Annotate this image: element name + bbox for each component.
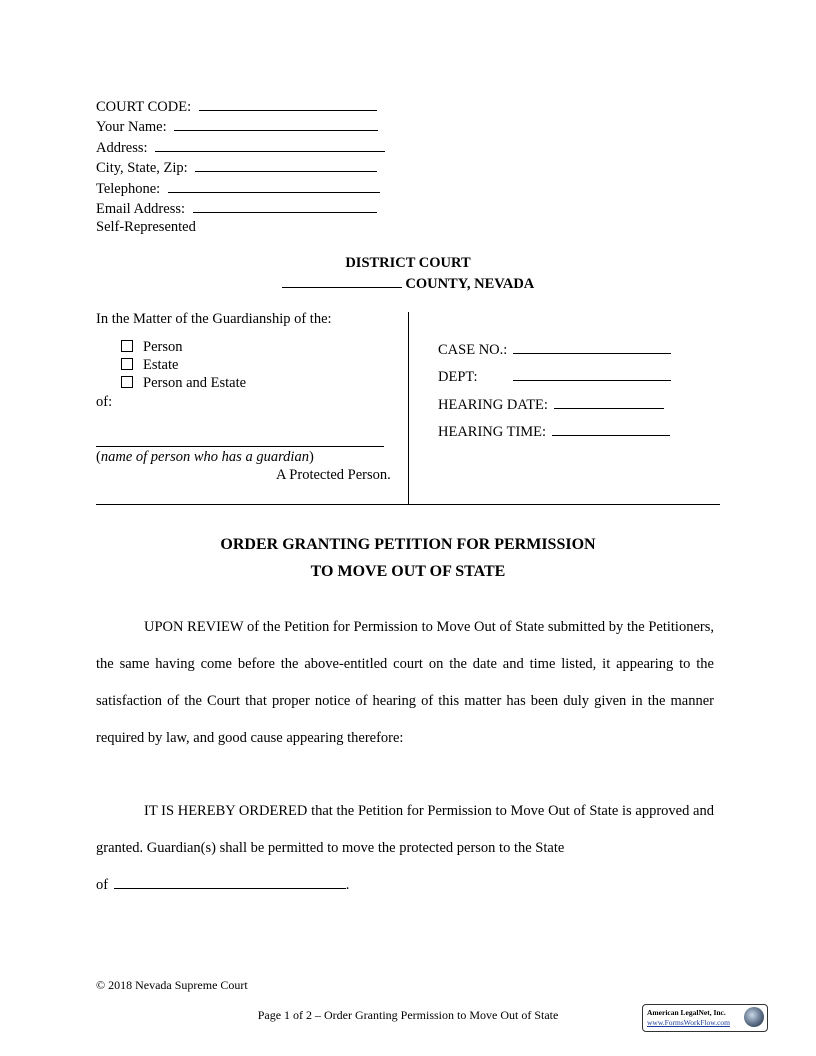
self-represented-label: Self-Represented [96, 219, 196, 236]
order-title [0, 531, 816, 585]
case-no-row [438, 339, 671, 359]
court-code-row [96, 96, 385, 116]
court-code-field-a[interactable] [199, 96, 281, 111]
address-row [96, 137, 385, 157]
city-state-zip-label: City, State, Zip: [96, 160, 188, 177]
checkbox-person[interactable] [121, 340, 133, 352]
american-legalnet-logo[interactable] [642, 1004, 768, 1032]
hearing-date-field[interactable] [554, 394, 664, 409]
order-title-line-1: ORDER GRANTING PETITION FOR PERMISSION [220, 536, 596, 553]
county-line [0, 273, 816, 293]
review-paragraph [96, 609, 714, 757]
city-state-zip-field[interactable] [195, 157, 377, 172]
address-field[interactable] [155, 137, 385, 152]
of-label: of: [96, 394, 113, 410]
of-state-label: of [96, 877, 109, 893]
case-no-label: CASE NO.: [438, 342, 508, 358]
checkbox-estate[interactable] [121, 358, 133, 370]
telephone-field[interactable] [168, 178, 380, 193]
order-paragraph-text: IT IS HEREBY ORDERED that the Petition for Permission to Move Out of State is approved and granted. Guardian(s) shall be permitted to move the protected person to the State [96, 803, 714, 856]
email-label: Email Address: [96, 201, 186, 218]
hearing-time-field[interactable] [552, 421, 670, 436]
option-estate[interactable] [121, 356, 246, 374]
logo-website-link[interactable]: www.FormsWorkFlow.com [647, 1018, 731, 1027]
caption-divider-horizontal [96, 504, 720, 505]
dept-label: DEPT: [438, 369, 478, 385]
city-state-zip-row [96, 157, 385, 177]
option-person-and-estate[interactable] [121, 374, 246, 392]
protected-person-name-field[interactable] [96, 446, 384, 447]
dept-field[interactable] [513, 366, 671, 381]
option-person-label: Person [143, 339, 183, 355]
copyright-notice: © 2018 Nevada Supreme Court [96, 978, 248, 992]
case-no-field[interactable] [513, 339, 671, 354]
email-field[interactable] [193, 198, 377, 213]
option-estate-label: Estate [143, 357, 179, 374]
county-nevada-label: COUNTY, NEVADA [405, 276, 535, 292]
hint-text: name of person who has a guardian [100, 449, 309, 465]
review-paragraph-text: UPON REVIEW of the Petition for Permission to Move Out of State submitted by the Petitioners, the same having come before the above-entitled court on the date and time listed, it appearing to the satisfaction of the Court that proper notice of hearing of this matter has been duly given in the manner required by law, and good cause appearing therefore: [96, 619, 714, 746]
county-field[interactable] [282, 273, 402, 288]
email-row [96, 198, 385, 218]
globe-icon [744, 1007, 764, 1027]
protected-person-hint [96, 449, 314, 466]
hint-paren-close: ) [308, 449, 314, 465]
your-name-label: Your Name: [96, 119, 167, 136]
court-code-label: COURT CODE: [96, 99, 192, 115]
your-name-field[interactable] [174, 116, 378, 131]
state-line-period: . [345, 877, 350, 893]
hearing-time-label: HEARING TIME: [438, 424, 547, 440]
logo-company-name: American LegalNet, Inc. [647, 1008, 726, 1017]
court-name: DISTRICT COURT [345, 255, 471, 271]
order-paragraph [96, 793, 714, 904]
order-title-line-2: TO MOVE OUT OF STATE [310, 563, 506, 580]
hearing-date-label: HEARING DATE: [438, 397, 548, 413]
your-name-row [96, 116, 385, 136]
caption-divider-vertical [408, 312, 409, 504]
destination-state-field[interactable] [114, 874, 346, 889]
checkbox-person-and-estate[interactable] [121, 376, 133, 388]
telephone-label: Telephone: [96, 180, 161, 197]
state-line [96, 867, 714, 904]
option-person-and-estate-label: Person and Estate [143, 375, 247, 392]
hearing-date-row [438, 394, 664, 414]
filer-info-block [96, 96, 385, 237]
address-label: Address: [96, 139, 148, 156]
dept-row [438, 366, 671, 386]
hint-paren-open: ( [96, 449, 101, 465]
matter-label: In the Matter of the Guardianship of the: [96, 311, 332, 327]
protected-person-label: A Protected Person. [276, 467, 391, 483]
telephone-row [96, 178, 385, 198]
option-person[interactable] [121, 338, 246, 356]
guardianship-type-options [121, 338, 246, 393]
hearing-time-row [438, 421, 670, 441]
page-footer: Page 1 of 2 – Order Granting Permission to Move Out of State [257, 1008, 559, 1022]
court-code-field-b[interactable] [281, 96, 377, 111]
